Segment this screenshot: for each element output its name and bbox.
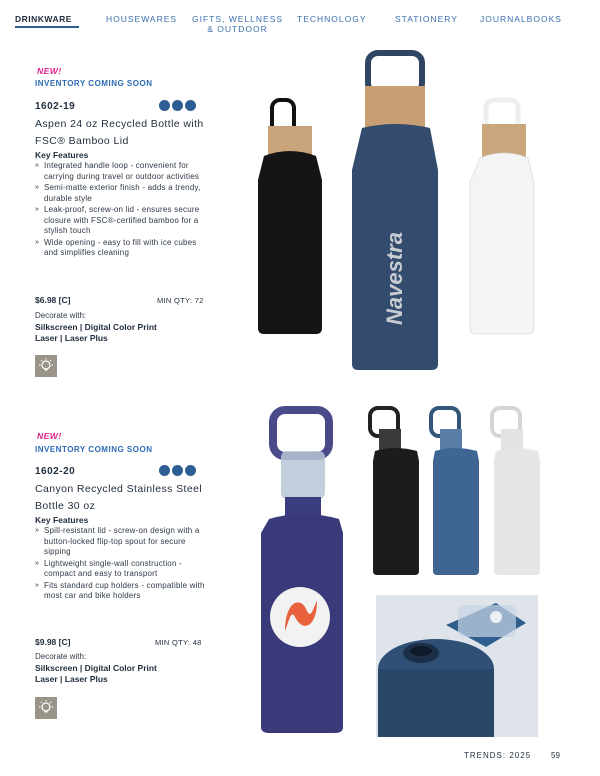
nav-item-technology[interactable]: TECHNOLOGY	[297, 14, 367, 24]
new-label: NEW!	[37, 66, 62, 76]
decorate-label: Decorate with:	[35, 311, 87, 320]
lightbulb-icon[interactable]	[35, 355, 57, 377]
feature-item: » Lightweight single-wall construction - compact and easy to transport	[35, 558, 182, 578]
leaf-icon	[172, 100, 183, 111]
bottle-logo-text: Navestra	[382, 232, 407, 325]
nav-item-gifts[interactable]	[192, 14, 283, 34]
nav-active-underline	[15, 26, 79, 28]
nav-item-drinkware[interactable]: DRINKWARE	[15, 14, 72, 24]
feature-list	[35, 161, 210, 260]
feature-item: » Semi-matte exterior finish - adds a trendy, durable style	[35, 183, 201, 203]
feature-item: » Fits standard cup holders - compatible with most car and bike holders	[35, 580, 205, 600]
product-title: Aspen 24 oz Recycled Bottle with FSC® Bamboo Lid	[35, 118, 204, 147]
bullet-icon: »	[35, 162, 40, 169]
eco-badges	[159, 100, 196, 111]
feature-list	[35, 526, 210, 603]
top-navigation	[0, 14, 600, 38]
product-price: $6.98 [C]	[35, 295, 71, 305]
inventory-label: INVENTORY COMING SOON	[35, 79, 153, 88]
bullet-icon: »	[35, 559, 40, 567]
feature-item: » Integrated handle loop - convenient for carrying during travel or outdoor activities	[35, 161, 200, 181]
decorate-methods-1: Silkscreen | Digital Color Print	[35, 663, 157, 673]
bullet-icon: »	[35, 527, 40, 534]
eco-badges	[159, 465, 196, 476]
nav-item-housewares[interactable]: HOUSEWARES	[106, 14, 178, 24]
product-1-photo	[250, 50, 540, 380]
product-2-variants-photo	[365, 405, 550, 580]
min-qty: MIN QTY: 72	[157, 296, 204, 305]
feature-item: » Spill-resistant lid - screw-on design with a button-locked flip-top spout for secure sipping	[35, 526, 200, 556]
product-sku: 1602-20	[35, 466, 76, 477]
decorate-methods-2: Laser | Laser Plus	[35, 674, 108, 684]
min-qty: MIN QTY: 48	[155, 638, 202, 647]
nav-item-gifts-line1: GIFTS, WELLNESS	[192, 14, 284, 24]
product-2-lid-detail-photo	[376, 595, 538, 737]
recycle-icon	[159, 100, 170, 111]
nav-item-journalbooks[interactable]: JOURNALBOOKS	[480, 14, 562, 24]
decorate-label: Decorate with:	[35, 652, 87, 661]
lightbulb-icon[interactable]	[35, 697, 57, 719]
feature-item: » Leak-proof, screw-on lid - ensures secure closure with FSC®-certified bamboo for a stylish touch	[35, 205, 200, 235]
footer-label: TRENDS: 2025	[464, 751, 532, 760]
inventory-label: INVENTORY COMING SOON	[35, 445, 153, 454]
bullet-icon: »	[35, 184, 40, 191]
bullet-icon: »	[35, 206, 40, 213]
product-price: $9.98 [C]	[35, 637, 71, 647]
bullet-icon: »	[35, 238, 40, 246]
nav-item-stationery[interactable]: STATIONERY	[395, 14, 458, 24]
product-sku: 1602-19	[35, 101, 76, 112]
product-2-main-photo	[255, 405, 355, 735]
feature-item: » Wide opening - easy to fill with ice cubes and simplifies cleaning	[35, 237, 197, 257]
key-features-label: Key Features	[35, 150, 89, 160]
leaf-icon	[172, 465, 183, 476]
fsc-icon	[185, 100, 196, 111]
decorate-methods-2: Laser | Laser Plus	[35, 333, 108, 343]
decorate-methods-1: Silkscreen | Digital Color Print	[35, 322, 157, 332]
bullet-icon: »	[35, 581, 40, 589]
new-label: NEW!	[37, 431, 62, 441]
key-features-label: Key Features	[35, 515, 89, 525]
recycle-icon	[159, 465, 170, 476]
nav-item-gifts-line2: & OUTDOOR	[207, 24, 268, 34]
page-number: 59	[551, 751, 560, 760]
product-title: Canyon Recycled Stainless Steel Bottle 30 oz	[35, 483, 203, 512]
fsc-icon	[185, 465, 196, 476]
